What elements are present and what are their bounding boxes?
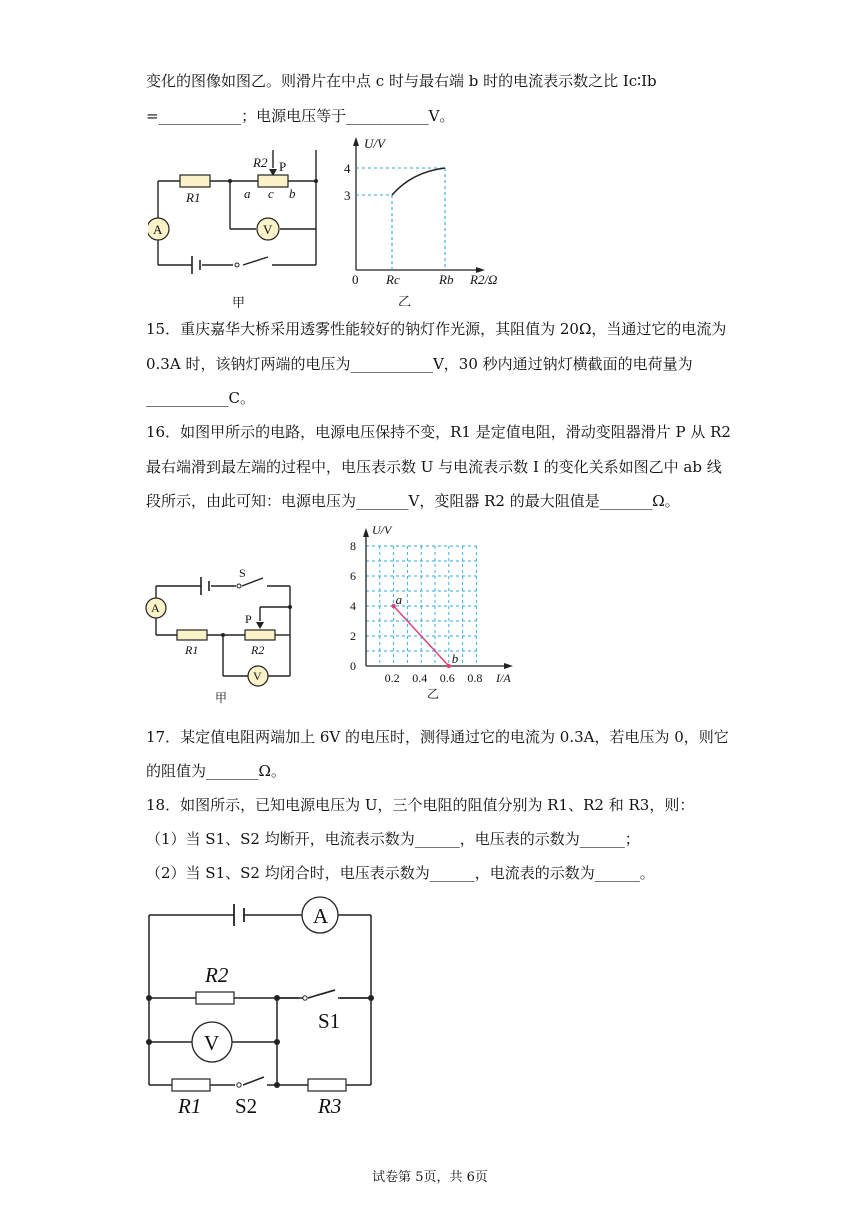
q14-graph-caption: 乙 <box>398 294 412 306</box>
q14-circuit-diagram <box>148 150 348 310</box>
q16-graph-caption: 乙 <box>427 687 440 701</box>
r1-label: R1 <box>186 190 201 205</box>
point-a-label: a <box>244 186 251 201</box>
q14-graph-y4: 4 <box>344 161 351 176</box>
q17-line-1: 17．某定值电阻两端加上 6V 的电压时，测得通过它的电流为 0.3A，若电压为 0，则它 <box>146 728 729 746</box>
u-r2-curve <box>392 168 445 195</box>
q18-line-1: 18．如图所示，已知电源电压为 U，三个电阻的阻值分别为 R1、R2 和 R3，则： <box>146 796 695 814</box>
resistor-r3 <box>308 1079 346 1091</box>
rheostat-r2 <box>245 630 275 640</box>
ammeter-label: A <box>313 904 329 928</box>
resistor-r1 <box>172 1079 210 1091</box>
resistor-r1 <box>177 630 207 640</box>
r2-label: R2 <box>253 155 268 170</box>
q16-circuit-diagram <box>145 565 305 705</box>
point-a-label: a <box>395 592 403 607</box>
r1-label: R1 <box>178 1094 202 1115</box>
point-c-label: c <box>268 186 274 201</box>
x-tick-label: 0.6 <box>439 671 455 685</box>
q14-graph-rb: Rb <box>439 272 454 287</box>
switch-s-label: S <box>239 566 246 580</box>
s2-label: S2 <box>235 1094 258 1115</box>
voltmeter-label: V <box>263 222 273 237</box>
q14-graph-xlabel: R2/Ω <box>470 272 498 287</box>
q14-graph <box>338 134 508 306</box>
q14-line-1: 变化的图像如图乙。则滑片在中点 c 时与最右端 b 时的电流表示数之比 Ic∶Ib <box>146 72 657 90</box>
q17-line-2: 的阻值为_______Ω。 <box>146 762 286 780</box>
q18-circuit-diagram <box>140 895 390 1115</box>
voltmeter-label: V <box>253 669 262 683</box>
resistor-r2 <box>196 992 234 1004</box>
y-tick-label: 2 <box>350 629 356 643</box>
resistor-r1 <box>180 175 210 187</box>
x-tick-label: 0.2 <box>384 671 400 685</box>
q16-graph-ylabel: U/V <box>372 523 392 537</box>
q16-line-2: 最右端滑到最左端的过程中，电压表示数 U 与电流表示数 I 的变化关系如图乙中 ab 线 <box>146 458 722 476</box>
x-tick-label: 0.4 <box>412 671 428 685</box>
q15-line-2: 0.3A 时，该钠灯两端的电压为___________V，30 秒内通过钠灯横截面的电荷量为 <box>146 355 693 373</box>
q15-line-3: ___________C。 <box>146 389 255 407</box>
q16-graph-xlabel: I/A <box>496 671 511 685</box>
q18-line-3: （2）当 S1、S2 均闭合时，电压表示数为______，电流表的示数为______。 <box>146 864 655 882</box>
s1-label: S1 <box>318 1009 341 1033</box>
q16-circuit-caption: 甲 <box>215 691 228 705</box>
q14-line-2: =___________；电源电压等于___________V。 <box>146 107 455 125</box>
q16-line-3: 段所示，由此可知：电源电压为_______V，变阻器 R2 的最大阻值是_______Ω。 <box>146 492 680 510</box>
q16-line-1: 16．如图甲所示的电路，电源电压保持不变，R1 是定值电阻，滑动变阻器滑片 P 从 R2 <box>146 423 731 441</box>
slider-p-label: P <box>245 612 252 626</box>
q14-circuit-caption: 甲 <box>232 295 246 310</box>
r2-label: R2 <box>205 963 229 987</box>
y-tick-label: 4 <box>350 599 356 613</box>
voltmeter-label: V <box>204 1031 220 1055</box>
r2-label: R2 <box>251 643 265 657</box>
r3-label: R3 <box>318 1094 342 1115</box>
q14-graph-origin: 0 <box>352 272 359 287</box>
y-tick-label: 8 <box>350 539 356 553</box>
q14-graph-y3: 3 <box>344 188 351 203</box>
slider-p-label: P <box>279 159 287 174</box>
point-b-label: b <box>289 186 296 201</box>
q14-graph-rc: Rc <box>386 272 400 287</box>
q15-line-1: 15．重庆嘉华大桥采用透雾性能较好的钠灯作光源，其阻值为 20Ω，当通过它的电流为 <box>146 320 727 338</box>
ammeter-label: A <box>153 222 163 237</box>
x-tick-label: 0.8 <box>467 671 483 685</box>
q16-graph <box>340 523 530 703</box>
segment-point <box>447 664 451 668</box>
r1-label: R1 <box>185 643 199 657</box>
q18-line-2: （1）当 S1、S2 均断开，电流表示数为______，电压表的示数为______； <box>146 830 640 848</box>
y-tick-label: 6 <box>350 569 356 583</box>
y-tick-label: 0 <box>350 659 356 673</box>
point-b-label: b <box>451 651 459 666</box>
q14-graph-ylabel: U/V <box>364 136 385 151</box>
ammeter-label: A <box>151 601 160 615</box>
page-footer: 试卷第 5页，共 6页 <box>372 1170 488 1185</box>
